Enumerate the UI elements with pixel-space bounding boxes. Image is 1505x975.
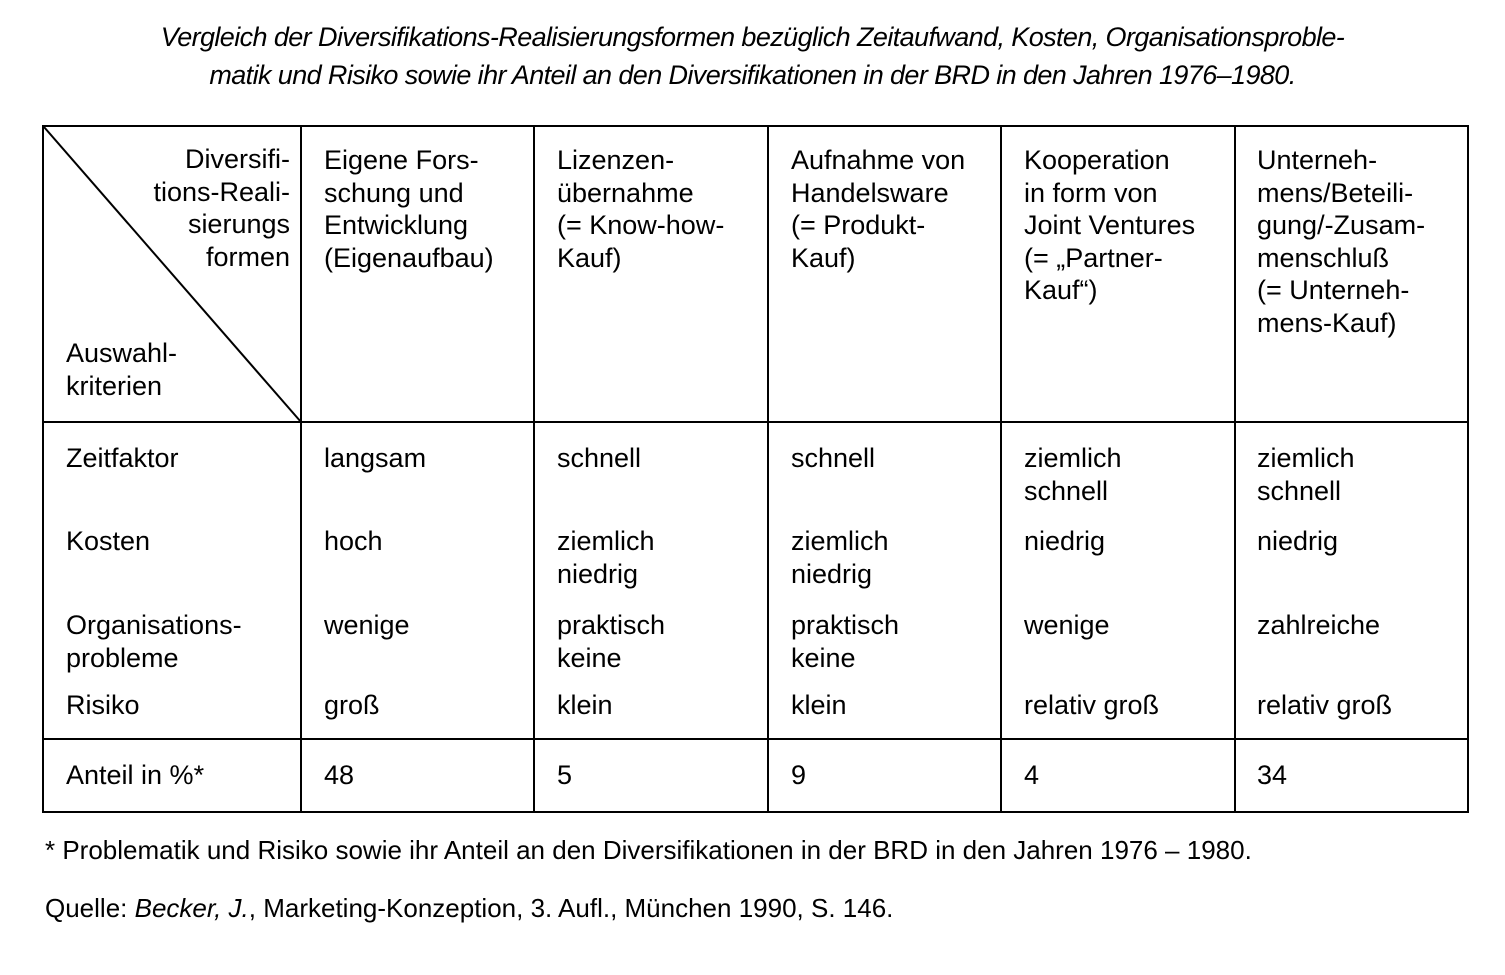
column-header xyxy=(791,144,965,274)
column-header-line: (= Unterneh- xyxy=(1257,275,1410,305)
table-cell-line: niedrig xyxy=(1257,526,1339,556)
table-cell-line: schnell xyxy=(1257,475,1342,506)
table-cell-line: relativ groß xyxy=(1024,690,1160,720)
table-cell xyxy=(1024,689,1159,722)
column-header-line: (= Know-how- xyxy=(557,210,725,240)
column-header-line: Aufnahme von xyxy=(791,145,966,175)
table-cell xyxy=(324,525,383,558)
column-divider xyxy=(1234,127,1236,811)
share-value: 48 xyxy=(324,760,355,790)
table-cell xyxy=(791,689,847,722)
row-label-line: Organisations- xyxy=(66,610,242,640)
share-row-divider xyxy=(44,738,1467,740)
table-cell xyxy=(557,442,641,475)
row-label-line: Kosten xyxy=(66,526,151,556)
table-cell-line: schnell xyxy=(557,443,642,473)
table-cell xyxy=(791,525,889,590)
column-header-line: mens/Beteili- xyxy=(1257,177,1414,208)
column-header-line: Kooperation xyxy=(1024,145,1170,175)
source-rest: , Marketing-Konzeption, 3. Aufl., München 1990, S. 146. xyxy=(248,893,894,923)
table-cell-line: wenige xyxy=(324,610,410,640)
column-header-line: (= Produkt- xyxy=(791,210,926,240)
table-cell xyxy=(791,442,875,475)
table-cell xyxy=(557,689,613,722)
column-header-line: Kauf) xyxy=(791,242,856,273)
table-cell-line: schnell xyxy=(791,443,876,473)
row-label xyxy=(66,689,140,722)
table-caption xyxy=(0,18,1505,94)
corner-header-top-line: tions-Reali- xyxy=(153,176,290,207)
table-cell-line: zahlreiche xyxy=(1257,610,1381,640)
column-header-line: in form von xyxy=(1024,177,1158,208)
column-header-line: gung/-Zusam- xyxy=(1257,210,1426,240)
column-header-line: Joint Ventures xyxy=(1024,210,1196,240)
table-cell xyxy=(324,689,380,722)
column-header-line: schung und xyxy=(324,177,464,208)
table-cell-line: groß xyxy=(324,690,380,720)
table-cell-line: klein xyxy=(557,690,613,720)
table-cell xyxy=(1257,609,1380,642)
row-label xyxy=(66,442,179,475)
table-cell xyxy=(557,525,655,590)
table-cell-line: ziemlich xyxy=(1024,443,1122,473)
table-cell xyxy=(1257,689,1392,722)
column-header-line: Eigene Fors- xyxy=(324,145,479,175)
table-cell-line: relativ groß xyxy=(1257,690,1393,720)
table-cell-line: schnell xyxy=(1024,475,1109,506)
table-cell-line: keine xyxy=(557,642,622,673)
column-header-line: Unterneh- xyxy=(1257,145,1378,175)
table-cell-line: keine xyxy=(791,642,856,673)
table-cell-line: ziemlich xyxy=(557,526,655,556)
share-row-label: Anteil in %* xyxy=(66,760,205,790)
table-cell xyxy=(324,442,426,475)
row-label xyxy=(66,525,150,558)
share-value: 9 xyxy=(791,760,807,790)
source-line xyxy=(45,893,893,924)
table-cell xyxy=(1257,525,1338,558)
column-header-line: Entwicklung xyxy=(324,210,469,240)
column-header-line: Kauf) xyxy=(557,242,622,273)
share-value: 34 xyxy=(1257,760,1288,790)
corner-header-top-line: Diversifi- xyxy=(185,144,290,174)
table-cell xyxy=(324,609,410,642)
table-cell-line: langsam xyxy=(324,443,427,473)
table-cell-line: niedrig xyxy=(791,558,873,589)
table-cell xyxy=(1024,525,1105,558)
column-header-line: mens-Kauf) xyxy=(1257,307,1397,338)
caption-line-1: Vergleich der Diversifikations-Realisierungsformen bezüglich Zeitaufwand, Kosten, Organisationsproble- xyxy=(160,22,1345,52)
table-cell-line: ziemlich xyxy=(1257,443,1355,473)
corner-header-bottom xyxy=(66,337,177,402)
row-label xyxy=(66,609,242,674)
table-cell-line: praktisch xyxy=(791,610,900,640)
table-cell-line: niedrig xyxy=(1024,526,1106,556)
column-header xyxy=(557,144,724,274)
column-header-line: (= „Partner- xyxy=(1024,242,1163,273)
table-cell-line: niedrig xyxy=(557,558,639,589)
table-cell-line: klein xyxy=(791,690,847,720)
table-cell-line: ziemlich xyxy=(791,526,889,556)
table-cell xyxy=(791,609,899,674)
comparison-table xyxy=(42,125,1469,813)
footnote: * Problematik und Risiko sowie ihr Anteil an den Diversifikationen in der BRD in den Jahren 1976 – 1980. xyxy=(45,835,1252,865)
column-header xyxy=(1257,144,1425,339)
corner-header-bottom-line: kriterien xyxy=(66,370,163,401)
column-divider xyxy=(1000,127,1002,811)
corner-header-top-line: formen xyxy=(205,241,290,272)
column-divider xyxy=(767,127,769,811)
share-value: 5 xyxy=(557,760,573,790)
column-header-line: übernahme xyxy=(557,177,694,208)
row-label-line: Risiko xyxy=(66,690,140,720)
row-label-line: Zeitfaktor xyxy=(66,443,179,473)
corner-header-top xyxy=(153,143,290,273)
table-cell xyxy=(1257,442,1355,507)
corner-header-bottom-line: Auswahl- xyxy=(66,338,178,368)
column-header-line: Handelsware xyxy=(791,177,949,208)
column-header xyxy=(1024,144,1195,307)
corner-header-top-line: sierungs xyxy=(187,209,290,239)
table-cell xyxy=(557,609,665,674)
table-cell xyxy=(1024,609,1110,642)
column-header xyxy=(324,144,494,274)
row-label-line: probleme xyxy=(66,642,179,673)
column-header-line: Kauf“) xyxy=(1024,275,1098,305)
caption-line-2: matik und Risiko sowie ihr Anteil an den Diversifikationen in der BRD in den Jahren 1976–1980. xyxy=(209,60,1296,90)
source-prefix: Quelle: xyxy=(45,893,135,923)
source-author: Becker, J. xyxy=(134,893,249,923)
column-header-line: Lizenzen- xyxy=(557,145,675,175)
table-cell xyxy=(1024,442,1122,507)
column-header-line: menschluß xyxy=(1257,242,1390,273)
column-header-line: (Eigenaufbau) xyxy=(324,242,494,273)
share-value: 4 xyxy=(1024,760,1040,790)
table-cell-line: hoch xyxy=(324,526,383,556)
table-cell-line: praktisch xyxy=(557,610,666,640)
column-divider xyxy=(533,127,535,811)
table-cell-line: wenige xyxy=(1024,610,1110,640)
